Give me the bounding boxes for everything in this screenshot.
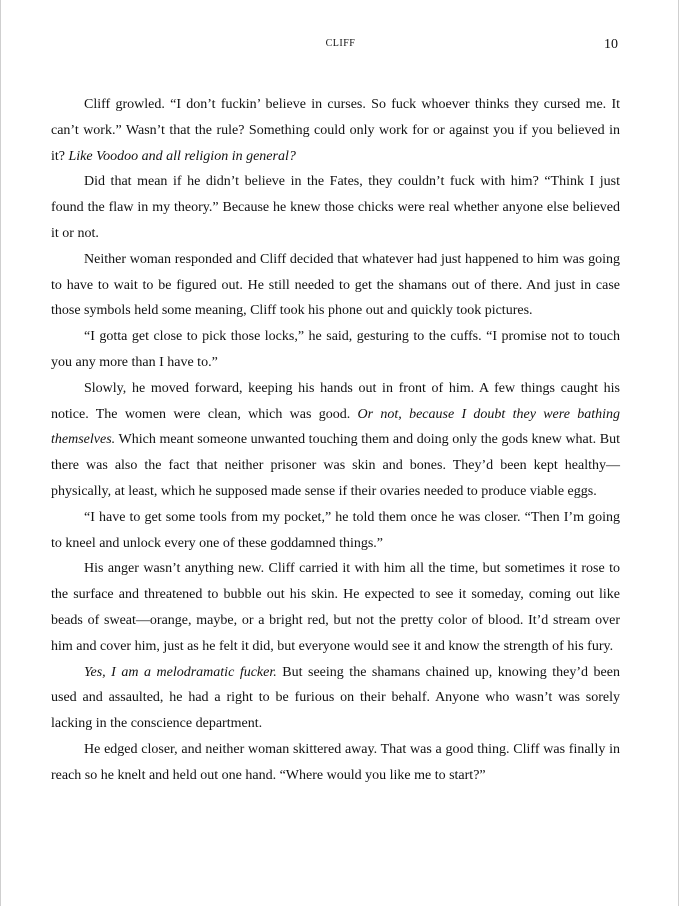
paragraph: “I have to get some tools from my pocket,” he told them once he was closer. “Then I’m going to kneel and unlock every one of these goddamned things.” [51, 509, 620, 551]
paragraph: “I gotta get close to pick those locks,” he said, gesturing to the cuffs. “I promise not to touch you any more than I have to.” [51, 329, 620, 370]
paragraph: Neither woman responded and Cliff decided that whatever had just happened to him was going to have to wait to be figured out. He still needed to get the shamans out of there. And just in case those symbols held some meaning, Cliff took his phone out and quickly took pictures. [51, 251, 620, 319]
paragraph: His anger wasn’t anything new. Cliff carried it with him all the time, but sometimes it rose to the surface and threatened to bubble out his skin. He expected to see it someday, coming out like beads of sweat—orange, maybe, or a bright red, but not the pretty color of blood. It’d stream over him and cover him, just as he felt it did, but everyone would see it and know the strength of his fury. [51, 561, 620, 654]
paragraph: Cliff growled. “I don’t fuckin’ believe in curses. So fuck whoever thinks they cursed me. It can’t work.” Wasn’t that the rule? Something could only work for or against you if you believed in it? Like Voodoo and all religion in general? [51, 97, 620, 164]
paragraph: He edged closer, and neither woman skittered away. That was a good thing. Cliff was finally in reach so he knelt and held out one hand. “Where would you like me to start?” [51, 741, 620, 783]
page-number: 10 [604, 37, 618, 52]
paragraph: Slowly, he moved forward, keeping his hands out in front of him. A few things caught his notice. The women were clean, which was good. Or not, because I doubt they were bathing themselves. Which meant someone unwanted touching them and doing only the gods knew what. But there was also the fact that neither prisoner was skin and bones. They’d been kept healthy—physically, at least, which he supposed made sense if their ovaries needed to produce viable eggs. [51, 380, 620, 499]
paragraph: Yes, I am a melodramatic fucker. But seeing the shamans chained up, knowing they’d been used and assaulted, he had a right to be furious on their behalf. Anyone who wasn’t was sorely lacking in the conscience department. [51, 664, 620, 732]
paragraph: Did that mean if he didn’t believe in the Fates, they couldn’t fuck with him? “Think I just found the flaw in my theory.” Because he knew those chicks were real whether anyone else believed it or not. [51, 174, 620, 241]
body-text [51, 92, 620, 789]
running-header-title: CLIFF [325, 38, 356, 49]
